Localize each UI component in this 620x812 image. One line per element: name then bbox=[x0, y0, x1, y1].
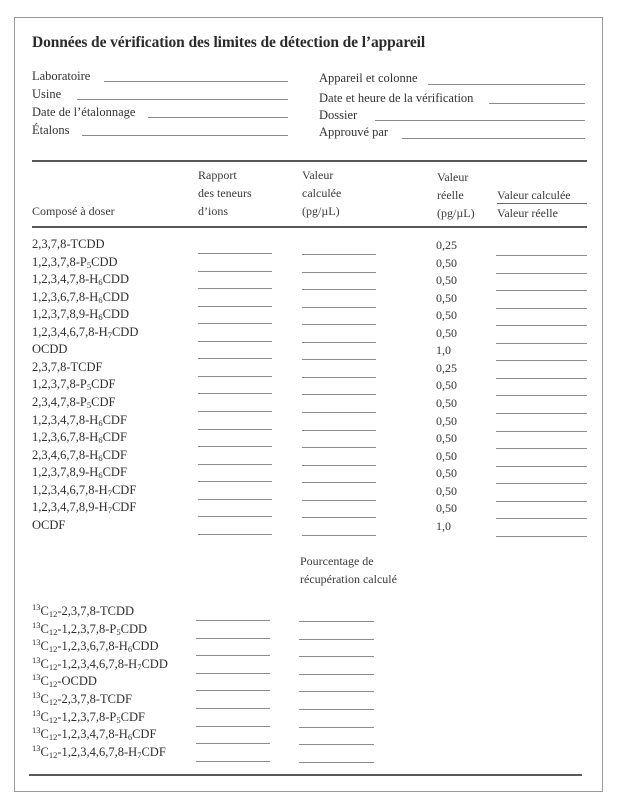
real-value: 1,0 bbox=[436, 518, 451, 533]
compound-prefix: 2,3,4,6,7,8- bbox=[32, 447, 90, 462]
compound-base: H bbox=[89, 430, 99, 445]
calc-value-input[interactable] bbox=[302, 482, 376, 483]
compound-base: H bbox=[118, 727, 128, 742]
col-header-ratio-numerator: Valeur calculée bbox=[497, 188, 571, 202]
ratio-input[interactable] bbox=[496, 325, 587, 326]
compound-base: H bbox=[98, 500, 108, 515]
compound-suffix: CDD bbox=[102, 307, 129, 322]
compound-base: H bbox=[98, 482, 108, 497]
real-value: 0,50 bbox=[436, 325, 457, 340]
calc-value-input[interactable] bbox=[302, 517, 376, 518]
calc-value-input[interactable] bbox=[302, 465, 376, 466]
ion-ratio-input[interactable] bbox=[198, 481, 272, 482]
col-header-calc-value-line2: calculée bbox=[302, 186, 342, 200]
isotope-element: C bbox=[40, 692, 49, 706]
isotope-mass: 13 bbox=[32, 742, 41, 753]
compound-suffix: CDD bbox=[132, 639, 159, 654]
compound-prefix: -1,2,3,4,6,7,8- bbox=[57, 744, 129, 759]
isotope-mass: 13 bbox=[32, 672, 41, 683]
real-value: 0,50 bbox=[436, 255, 457, 270]
compound-base: TCDF bbox=[70, 359, 103, 374]
compound-subscript: 6 bbox=[98, 470, 103, 481]
compound-subscript: 7 bbox=[107, 487, 112, 498]
compound-suffix: CDD bbox=[141, 656, 168, 671]
real-value: 0,50 bbox=[436, 466, 457, 481]
ratio-input[interactable] bbox=[496, 483, 587, 484]
labeled-compound-name bbox=[32, 604, 134, 618]
compound-subscript: 6 bbox=[127, 644, 133, 655]
ratio-input[interactable] bbox=[496, 413, 587, 414]
compound-suffix: CDF bbox=[91, 394, 116, 409]
ion-ratio-input[interactable] bbox=[196, 761, 270, 762]
recovery-percent-input[interactable] bbox=[299, 727, 374, 728]
field-label-appareil-colonne: Appareil et colonne bbox=[319, 71, 418, 85]
ratio-input[interactable] bbox=[496, 536, 587, 537]
real-value: 0,50 bbox=[436, 378, 457, 393]
calc-value-input[interactable] bbox=[302, 412, 376, 413]
field-input-etalons[interactable] bbox=[82, 135, 288, 136]
calc-value-input[interactable] bbox=[302, 500, 376, 501]
compound-subscript: 6 bbox=[98, 435, 103, 446]
compound-suffix: CDD bbox=[111, 324, 139, 339]
compound-prefix: -2,3,7,8- bbox=[57, 604, 101, 618]
compound-prefix: -1,2,3,4,7,8- bbox=[57, 727, 119, 742]
compound-subscript: 6 bbox=[98, 312, 103, 323]
isotope-mass: 13 bbox=[32, 637, 41, 648]
recovery-header-line2: récupération calculé bbox=[300, 572, 397, 586]
isotope-count: 12 bbox=[48, 609, 58, 619]
col-header-ion-ratio bbox=[198, 166, 252, 220]
recovery-percent-input[interactable] bbox=[299, 656, 374, 657]
ratio-input[interactable] bbox=[496, 343, 587, 344]
compound-name bbox=[32, 430, 127, 444]
compound-prefix: 1,2,3,4,6,7,8- bbox=[32, 324, 99, 339]
isotope-mass: 13 bbox=[32, 725, 41, 736]
compound-name bbox=[32, 377, 115, 391]
calc-value-input[interactable] bbox=[302, 535, 376, 536]
col-header-calc-value-line1: Valeur bbox=[302, 168, 334, 182]
calc-value-input[interactable] bbox=[302, 289, 376, 290]
calc-value-input[interactable] bbox=[302, 430, 376, 431]
field-label-dossier: Dossier bbox=[319, 108, 358, 122]
compound-suffix: CDF bbox=[102, 465, 127, 480]
isotope-element: C bbox=[40, 621, 49, 636]
compound-name bbox=[32, 237, 105, 251]
isotope-element: C bbox=[40, 656, 49, 671]
field-input-approuve-par[interactable] bbox=[402, 138, 585, 139]
compound-subscript: 5 bbox=[86, 399, 92, 410]
compound-subscript: 6 bbox=[98, 417, 103, 428]
compound-subscript: 5 bbox=[116, 626, 121, 637]
compound-prefix: 1,2,3,7,8,9- bbox=[32, 465, 90, 480]
compound-subscript: 6 bbox=[98, 277, 103, 288]
field-input-appareil-colonne[interactable] bbox=[428, 84, 585, 85]
col-header-real-value bbox=[437, 168, 475, 222]
isotope-element: C bbox=[40, 727, 49, 742]
compound-suffix: CDD bbox=[102, 289, 129, 304]
isotope-count: 12 bbox=[48, 697, 58, 707]
compound-prefix: -1,2,3,6,7,8- bbox=[57, 639, 119, 654]
isotope-element: C bbox=[40, 744, 49, 759]
real-value: 0,50 bbox=[436, 431, 457, 446]
compound-base: P bbox=[79, 394, 87, 409]
isotope-count: 12 bbox=[48, 626, 58, 637]
compound-name bbox=[32, 360, 103, 374]
compound-suffix: CDF bbox=[111, 500, 137, 515]
ion-ratio-input[interactable] bbox=[198, 429, 272, 430]
recovery-percent-input[interactable] bbox=[299, 744, 374, 745]
calc-value-input[interactable] bbox=[302, 377, 376, 378]
isotope-mass: 13 bbox=[32, 690, 41, 700]
compound-name bbox=[32, 518, 65, 532]
col-header-real-value-line2: réelle bbox=[437, 188, 464, 202]
ion-ratio-input[interactable] bbox=[198, 323, 272, 324]
ratio-input[interactable] bbox=[496, 431, 587, 432]
col-header-calc-value-line3: (pg/µL) bbox=[302, 204, 340, 218]
compound-suffix: CDF bbox=[132, 727, 157, 742]
labeled-compound-name bbox=[32, 619, 148, 637]
ratio-input[interactable] bbox=[496, 255, 587, 256]
compound-suffix: CDF bbox=[91, 377, 116, 392]
compound-prefix: 1,2,3,7,8- bbox=[32, 254, 80, 269]
table-top-rule bbox=[32, 160, 587, 162]
compound-base: H bbox=[89, 412, 99, 427]
compound-prefix: 1,2,3,4,7,8,9- bbox=[32, 500, 99, 515]
labeled-compound-name bbox=[32, 692, 132, 706]
ratio-input[interactable] bbox=[496, 466, 587, 467]
isotope-mass: 13 bbox=[32, 602, 41, 612]
labeled-compound-name bbox=[32, 674, 97, 688]
compound-subscript: 7 bbox=[107, 505, 112, 516]
compound-subscript: 5 bbox=[116, 714, 121, 725]
ratio-input[interactable] bbox=[496, 501, 587, 502]
compound-name bbox=[32, 290, 129, 304]
ratio-input[interactable] bbox=[496, 378, 587, 379]
compound-suffix: CDF bbox=[102, 412, 127, 427]
field-label-usine: Usine bbox=[32, 87, 62, 101]
compound-suffix: CDF bbox=[102, 447, 127, 462]
ion-ratio-input[interactable] bbox=[198, 393, 272, 394]
compound-name bbox=[32, 342, 67, 356]
compound-prefix: 1,2,3,7,8,9- bbox=[32, 307, 90, 322]
recovery-header bbox=[300, 552, 397, 588]
recovery-percent-input[interactable] bbox=[299, 762, 374, 763]
field-label-date-etalonnage: Date de l’étalonnage bbox=[32, 105, 136, 119]
compound-subscript: 6 bbox=[98, 452, 103, 463]
ion-ratio-input[interactable] bbox=[198, 464, 272, 465]
ion-ratio-input[interactable] bbox=[196, 726, 270, 727]
isotope-count: 12 bbox=[48, 732, 58, 743]
compound-base: H bbox=[118, 639, 128, 654]
compound-name bbox=[32, 465, 127, 479]
ratio-input[interactable] bbox=[496, 273, 587, 274]
isotope-count: 12 bbox=[48, 661, 58, 672]
compound-prefix: -1,2,3,4,6,7,8- bbox=[57, 656, 129, 671]
ratio-input[interactable] bbox=[496, 360, 587, 361]
isotope-mass: 13 bbox=[32, 619, 41, 630]
compound-prefix: 2,3,7,8- bbox=[32, 237, 71, 251]
compound-base: H bbox=[89, 447, 99, 462]
compound-base: TCDF bbox=[100, 692, 132, 706]
compound-suffix: CDD bbox=[120, 621, 148, 636]
ion-ratio-input[interactable] bbox=[196, 708, 270, 709]
recovery-percent-input[interactable] bbox=[299, 674, 374, 675]
labeled-compound-name bbox=[32, 727, 156, 741]
isotope-element: C bbox=[40, 709, 49, 724]
compound-base: H bbox=[128, 656, 138, 671]
calc-value-input[interactable] bbox=[302, 272, 376, 273]
compound-prefix: 1,2,3,4,7,8- bbox=[32, 272, 90, 287]
compound-base: OCDD bbox=[61, 674, 97, 689]
ratio-input[interactable] bbox=[496, 395, 587, 396]
ion-ratio-input[interactable] bbox=[196, 673, 270, 674]
compound-prefix: 1,2,3,6,7,8- bbox=[32, 430, 90, 445]
col-header-ion-ratio-line3: d’ions bbox=[198, 204, 228, 218]
real-value: 0,25 bbox=[436, 238, 457, 252]
field-input-date-heure-verification[interactable] bbox=[489, 103, 585, 104]
isotope-count: 12 bbox=[48, 679, 58, 690]
compound-name bbox=[32, 255, 118, 269]
compound-name bbox=[32, 413, 127, 427]
ion-ratio-input[interactable] bbox=[198, 271, 272, 272]
compound-prefix: - bbox=[57, 674, 62, 689]
compound-suffix: CDD bbox=[91, 254, 118, 269]
compound-name bbox=[32, 448, 127, 462]
col-header-real-value-line3: (pg/µL) bbox=[437, 206, 475, 220]
real-value: 0,50 bbox=[436, 448, 457, 463]
col-header-real-value-line1: Valeur bbox=[437, 170, 469, 184]
compound-prefix: -2,3,7,8- bbox=[57, 692, 101, 706]
compound-subscript: 7 bbox=[137, 749, 142, 760]
ratio-input[interactable] bbox=[496, 448, 587, 449]
field-input-usine[interactable] bbox=[77, 99, 288, 100]
compound-prefix: 1,2,3,4,7,8- bbox=[32, 412, 90, 427]
field-label-date-heure-verification: Date et heure de la vérification bbox=[319, 91, 474, 105]
compound-prefix: -1,2,3,7,8- bbox=[57, 709, 110, 724]
ion-ratio-input[interactable] bbox=[198, 516, 272, 517]
ion-ratio-input[interactable] bbox=[196, 743, 270, 744]
compound-subscript: 5 bbox=[86, 382, 92, 393]
isotope-count: 12 bbox=[48, 714, 58, 725]
compound-base: H bbox=[89, 465, 99, 480]
compound-suffix: CDF bbox=[120, 709, 145, 724]
compound-base: P bbox=[79, 377, 87, 392]
isotope-mass: 13 bbox=[32, 654, 41, 665]
col-header-ion-ratio-line2: des teneurs bbox=[198, 186, 252, 200]
ion-ratio-input[interactable] bbox=[198, 358, 272, 359]
real-value: 0,50 bbox=[436, 273, 457, 288]
col-header-calc-value bbox=[302, 166, 341, 220]
isotope-count: 12 bbox=[48, 644, 58, 655]
compound-name bbox=[32, 395, 115, 409]
isotope-element: C bbox=[40, 604, 49, 618]
compound-name bbox=[32, 325, 138, 339]
real-value: 0,50 bbox=[436, 395, 457, 410]
compound-base: OCDF bbox=[32, 517, 66, 532]
compound-name bbox=[32, 272, 129, 286]
compound-base: H bbox=[98, 324, 108, 339]
compound-base: P bbox=[109, 709, 117, 724]
compound-prefix: 2,3,7,8- bbox=[32, 359, 71, 374]
compound-base: TCDD bbox=[70, 237, 105, 251]
compound-suffix: CDF bbox=[111, 482, 137, 497]
ion-ratio-input[interactable] bbox=[198, 306, 272, 307]
isotope-mass: 13 bbox=[32, 707, 41, 718]
ion-ratio-input[interactable] bbox=[198, 411, 272, 412]
compound-subscript: 7 bbox=[107, 329, 112, 340]
compound-base: H bbox=[128, 744, 138, 759]
field-input-date-etalonnage[interactable] bbox=[148, 117, 288, 118]
compound-subscript: 5 bbox=[86, 259, 92, 270]
compound-base: H bbox=[89, 289, 99, 304]
compound-base: TCDD bbox=[100, 604, 135, 618]
ratio-input[interactable] bbox=[496, 308, 587, 309]
compound-base: OCDD bbox=[32, 342, 68, 357]
form-title: Données de vérification des limites de détection de l’appareil bbox=[32, 34, 426, 51]
ion-ratio-input[interactable] bbox=[196, 690, 270, 691]
compound-subscript: 6 bbox=[127, 732, 133, 743]
ion-ratio-input[interactable] bbox=[198, 376, 272, 377]
ion-ratio-input[interactable] bbox=[198, 341, 272, 342]
real-value: 0,50 bbox=[436, 483, 457, 498]
calc-value-input[interactable] bbox=[302, 394, 376, 395]
isotope-element: C bbox=[40, 674, 49, 689]
real-value: 0,50 bbox=[436, 501, 457, 516]
ion-ratio-input[interactable] bbox=[198, 446, 272, 447]
compound-base: H bbox=[89, 307, 99, 322]
ratio-input[interactable] bbox=[496, 518, 587, 519]
compound-suffix: CDF bbox=[141, 744, 166, 759]
labeled-compound-name bbox=[32, 654, 168, 672]
calc-value-input[interactable] bbox=[302, 324, 376, 325]
ion-ratio-input[interactable] bbox=[196, 638, 270, 639]
compound-prefix: 1,2,3,6,7,8- bbox=[32, 289, 90, 304]
compound-name bbox=[32, 483, 136, 497]
labeled-compound-name bbox=[32, 707, 145, 725]
real-value: 1,0 bbox=[436, 343, 451, 358]
field-label-etalons: Étalons bbox=[32, 123, 70, 137]
ion-ratio-input[interactable] bbox=[198, 288, 272, 289]
field-input-dossier[interactable] bbox=[375, 120, 585, 121]
compound-suffix: CDD bbox=[102, 272, 129, 287]
ion-ratio-input[interactable] bbox=[196, 620, 270, 621]
compound-subscript: 6 bbox=[98, 294, 103, 305]
table-bottom-rule bbox=[29, 774, 582, 776]
isotope-element: C bbox=[40, 639, 49, 654]
ion-ratio-input[interactable] bbox=[198, 253, 272, 254]
compound-subscript: 7 bbox=[137, 661, 142, 672]
col-header-compound: Composé à doser bbox=[32, 204, 115, 218]
compound-name bbox=[32, 307, 129, 321]
ratio-input[interactable] bbox=[496, 290, 587, 291]
compound-base: H bbox=[89, 272, 99, 287]
recovery-percent-input[interactable] bbox=[299, 621, 374, 622]
compound-base: P bbox=[109, 621, 117, 636]
calc-value-input[interactable] bbox=[302, 254, 376, 255]
real-value: 0,50 bbox=[436, 413, 457, 428]
recovery-header-line1: Pourcentage de bbox=[300, 554, 374, 568]
field-label-approuve-par: Approuvé par bbox=[319, 125, 389, 139]
real-value: 0,25 bbox=[436, 360, 457, 375]
table-header-rule bbox=[32, 226, 587, 228]
recovery-percent-input[interactable] bbox=[299, 691, 374, 692]
real-value: 0,50 bbox=[436, 308, 457, 323]
field-label-laboratoire: Laboratoire bbox=[32, 69, 91, 83]
isotope-count: 12 bbox=[48, 749, 58, 760]
col-header-ratio-denominator: Valeur réelle bbox=[497, 206, 558, 220]
compound-base: P bbox=[79, 254, 87, 269]
calc-value-input[interactable] bbox=[302, 359, 376, 360]
calc-value-input[interactable] bbox=[302, 307, 376, 308]
compound-name bbox=[32, 500, 136, 514]
field-input-laboratoire[interactable] bbox=[104, 81, 288, 82]
compound-suffix: CDF bbox=[102, 430, 127, 445]
ion-ratio-input[interactable] bbox=[196, 655, 270, 656]
recovery-percent-input[interactable] bbox=[299, 709, 374, 710]
compound-prefix: 1,2,3,7,8- bbox=[32, 377, 80, 392]
compound-prefix: 1,2,3,4,6,7,8- bbox=[32, 482, 99, 497]
real-value: 0,50 bbox=[436, 290, 457, 305]
compound-prefix: 2,3,4,7,8- bbox=[32, 394, 80, 409]
recovery-percent-input[interactable] bbox=[299, 639, 374, 640]
labeled-compound-name bbox=[32, 742, 166, 760]
compound-prefix: -1,2,3,7,8- bbox=[57, 621, 110, 636]
calc-value-input[interactable] bbox=[302, 342, 376, 343]
ion-ratio-input[interactable] bbox=[198, 499, 272, 500]
col-header-ion-ratio-line1: Rapport bbox=[198, 168, 237, 182]
labeled-compound-name bbox=[32, 639, 158, 653]
calc-value-input[interactable] bbox=[302, 447, 376, 448]
ion-ratio-input[interactable] bbox=[198, 534, 272, 535]
